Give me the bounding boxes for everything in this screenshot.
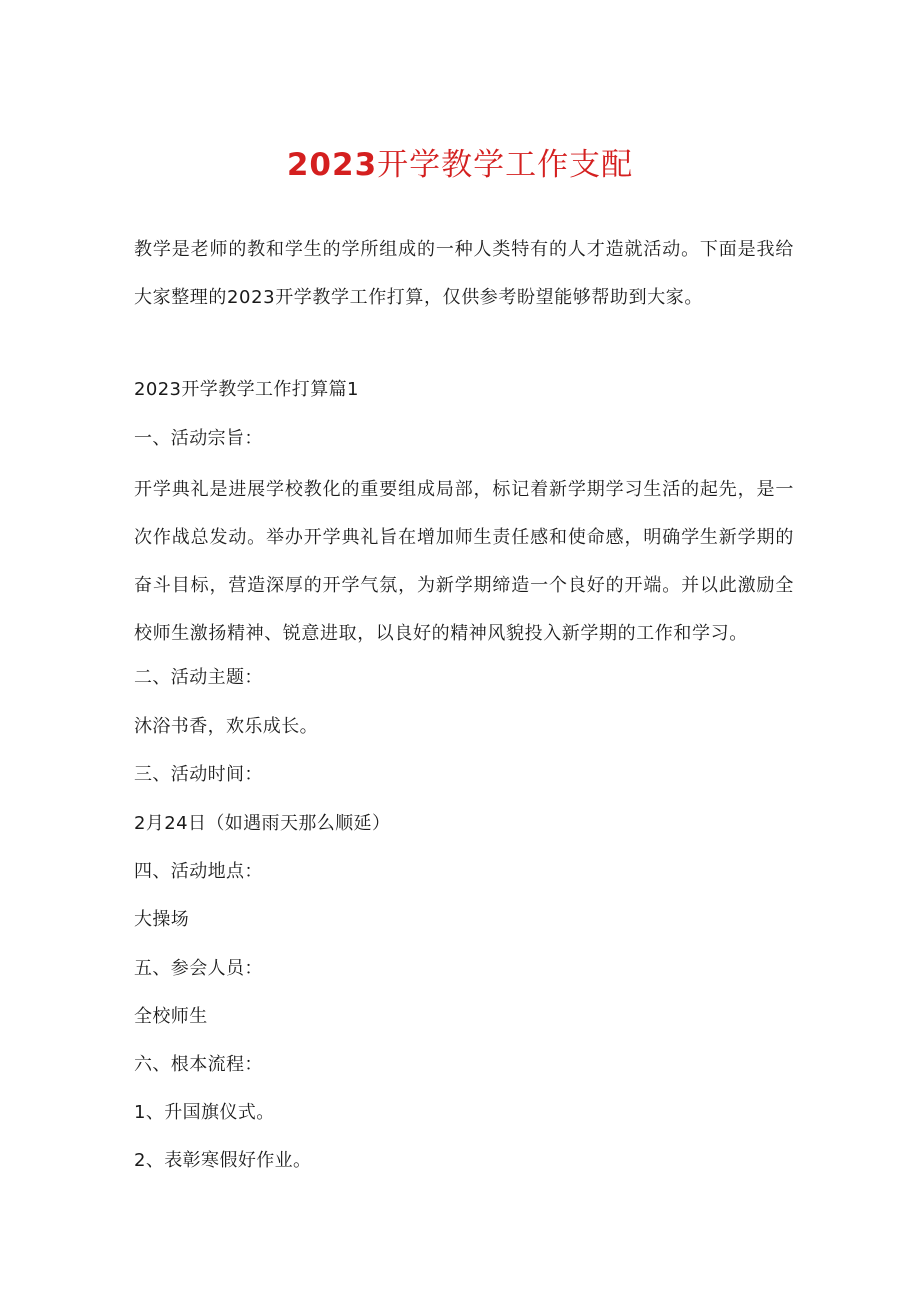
theme-heading: 二、活动主题： [134,667,263,688]
title-number: 2023 [286,147,378,183]
process-heading: 六、根本流程： [134,1054,263,1075]
title-text: 开学教学工作支配 [377,147,634,183]
theme-text: 沐浴书香，欢乐成长。 [134,716,318,737]
place-text: 大操场 [134,909,190,930]
page-title [0,142,920,188]
participants-text: 全校师生 [134,1006,208,1027]
purpose-heading: 一、活动宗旨： [134,428,263,449]
time-heading: 三、活动时间： [134,764,263,785]
process-item: 2、表彰寒假好作业。 [134,1150,312,1171]
time-text: 2月24日（如遇雨天那么顺延） [134,813,391,834]
process-item: 1、升国旗仪式。 [134,1102,275,1123]
place-heading: 四、活动地点： [134,861,263,882]
section-heading: 2023开学教学工作打算篇1 [134,379,359,400]
intro-paragraph: 教学是老师的教和学生的学所组成的一种人类特有的人才造就活动。下面是我给大家整理的2023开学教学工作打算，仅供参考盼望能够帮助到大家。 [134,239,794,308]
purpose-paragraph: 开学典礼是进展学校教化的重要组成局部，标记着新学期学习生活的起先，是一次作战总发动。举办开学典礼旨在增加师生责任感和使命感，明确学生新学期的奋斗目标，营造深厚的开学气氛，为新学期缔造一个良好的开端。并以此激励全校师生激扬精神、锐意进取，以良好的精神风貌投入新学期的工作和学习。 [134,479,794,644]
participants-heading: 五、参会人员： [134,958,263,979]
